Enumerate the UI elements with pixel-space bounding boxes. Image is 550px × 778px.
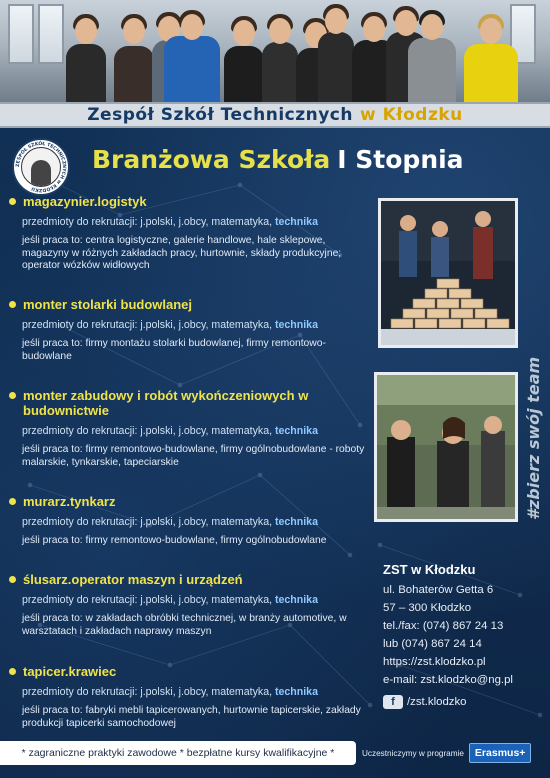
program-item [8,194,373,273]
contact-name: ZST w Kłodzku [383,562,476,577]
program-subjects: przedmioty do rekrutacji: j.polski, j.obcy, matematyka, technika [22,594,318,606]
program-item [8,572,373,638]
contact-block [383,562,548,711]
photo-outdoors-illustration [377,375,515,519]
school-name: Zespół Szkół Technicznych [87,105,353,125]
bullet-icon [9,576,16,583]
contact-city: 57 – 300 Kłodzko [383,602,472,614]
erasmus-badge: Erasmus+ [469,743,532,763]
program-jobs: jeśli praca to: centra logistyczne, galerie handlowe, hale sklepowe, magazyny w różnych zakładach pracy, hurtownie, składy produkcyjne; operator wózków widłowych [22,235,342,271]
program-jobs: jeśli praca to: fabryki mebli tapicerowanych, hurtownie tapicerskie, zakłady produkcji tapicerki samochodowej [22,705,361,729]
bullet-icon [9,301,16,308]
contact-website[interactable]: https://zst.klodzko.pl [383,656,486,668]
contact-phone: tel./fax: (074) 867 24 13 [383,620,504,632]
student-figure [464,44,518,102]
page-title [92,145,464,179]
svg-text:ZESPÓŁ SZKÓŁ TECHNICZNYCH w KŁ: ZESPÓŁ SZKÓŁ TECHNICZNYCH w KŁODZKU [15,141,67,193]
program-name: ślusarz.operator maszyn i urządzeń [23,572,243,587]
facebook-icon: f [383,695,403,709]
student-figure [66,44,106,102]
program-name: tapicer.krawiec [23,664,117,679]
program-subjects: przedmioty do rekrutacji: j.polski, j.obcy, matematyka, technika [22,319,318,331]
program-jobs: jeśli praca to: w zakładach obróbki technicznej, w branży automotive, w warsztatach i zakładach naprawy maszyn [22,613,347,637]
logo-ring-text [12,138,70,196]
photo-bricks-illustration [381,201,515,345]
program-subjects: przedmioty do rekrutacji: j.polski, j.obcy, matematyka, technika [22,686,318,698]
program-subjects: przedmioty do rekrutacji: j.polski, j.obcy, matematyka, technika [22,516,318,528]
program-jobs: jeśli praca to: firmy remontowo-budowlane, firmy ogólnobudowlane [22,535,327,546]
contact-street: ul. Bohaterów Getta 6 [383,584,494,596]
erasmus-block [362,742,547,764]
hashtag-text: #zbierz swój team [524,356,544,521]
photo-students-bricks [378,198,518,348]
program-item [8,297,373,363]
program-jobs: jeśli praca to: firmy remontowo-budowlane, firmy ogólnobudowlane - roboty malarskie, tynkarskie, tapeciarskie [22,444,365,468]
program-subjects: przedmioty do rekrutacji: j.polski, j.obcy, matematyka, technika [22,216,318,228]
program-name: monter stolarki budowlanej [23,297,193,312]
facebook-link[interactable] [383,693,548,711]
program-item [8,664,373,730]
bullet-icon [9,498,16,505]
program-name: murarz.tynkarz [23,494,116,509]
page-title-part1: Branżowa Szkoła [92,145,331,174]
photo-students-outdoors [374,372,518,522]
student-figure [224,46,264,102]
hero-group-photo [0,0,550,102]
erasmus-text: Uczestniczymy w programie [362,748,464,758]
program-jobs: jeśli praca to: firmy montażu stolarki budowlanej, firmy remontowo-budowlane [22,338,326,362]
window-shape [8,4,34,64]
school-name-banner [0,102,550,128]
teacher-figure [164,36,220,102]
student-figure [262,42,298,102]
benefits-text: * zagraniczne praktyki zawodowe * bezpłatne kursy kwalifikacyjne * [21,747,335,759]
benefits-banner [0,741,356,765]
program-name: magazynier.logistyk [23,194,147,209]
school-logo [12,138,70,196]
program-name: monter zabudowy i robót wykończeniowych w budownictwie [23,388,309,418]
program-item [8,388,373,469]
student-figure [114,46,154,102]
page-title-part2: I Stopnia [337,145,464,174]
bullet-icon [9,392,16,399]
program-subjects: przedmioty do rekrutacji: j.polski, j.obcy, matematyka, technika [22,425,318,437]
bullet-icon [9,668,16,675]
facebook-handle: /zst.klodzko [407,696,467,708]
window-shape [38,4,64,64]
hashtag-vertical [524,356,544,521]
student-figure [318,32,354,102]
contact-phone-alt: lub (074) 867 24 14 [383,638,482,650]
student-figure [408,38,456,102]
bullet-icon [9,198,16,205]
school-city: w Kłodzku [360,105,463,125]
contact-email[interactable]: e-mail: zst.klodzko@ng.pl [383,674,513,686]
program-item [8,494,373,548]
